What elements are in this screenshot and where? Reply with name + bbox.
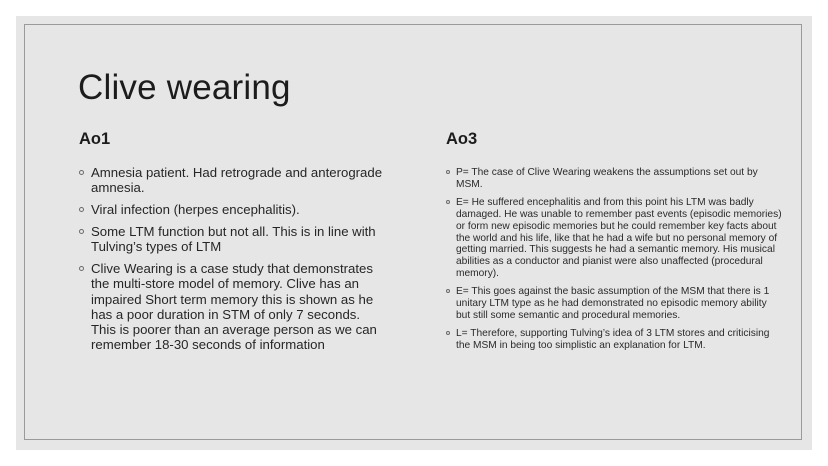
bullet-icon	[79, 170, 84, 175]
list-item-text: Some LTM function but not all. This is in line with Tulving’s types of LTM	[91, 223, 376, 255]
list-item	[76, 202, 386, 217]
slide-title: Clive wearing	[78, 68, 291, 107]
bullet-icon	[446, 289, 450, 293]
bullet-icon	[79, 266, 84, 271]
list-item-text: Clive Wearing is a case study that demonstrates the multi-store model of memory. Clive has an impaired Short term memory this is shown as he has a poor duration in STM of only 7 seconds. This is poorer than an average person as we can remember 18-30 seconds of information	[91, 260, 377, 353]
slide	[16, 16, 812, 450]
list-item	[76, 165, 386, 196]
bullet-icon	[79, 229, 84, 234]
list-item-text: Amnesia patient. Had retrograde and anterograde amnesia.	[91, 165, 383, 196]
list-item-text: P= The case of Clive Wearing weakens the assumptions set out by MSM.	[456, 167, 758, 190]
list-item-text: L= Therefore, supporting Tulving’s idea of 3 LTM stores and criticising the MSM in being too simplistic an explanation for LTM.	[456, 328, 770, 352]
bullet-icon	[79, 207, 84, 212]
list-item-text: E= This goes against the basic assumption of the MSM that there is 1 unitary LTM type as he had demonstrated no episodic memory ability but still some semantic and procedural memories.	[456, 286, 770, 321]
list-item	[444, 286, 782, 321]
bullet-icon	[446, 200, 450, 204]
list-item-text: E= He suffered encephalitis and from this point his LTM was badly damaged. He was unable to remember past events (episodic memories) or form new episodic memories but he could remember key facts about the world and his life, like that he had a wife but no personal memory of getting married. This suggests he had a semantic memory. His musical abilities as a conductor and pianist were also unaffected (procedural memory).	[456, 197, 782, 279]
ao3-list	[444, 167, 782, 359]
list-item-text: Viral infection (herpes encephalitis).	[91, 202, 300, 218]
list-item	[76, 224, 386, 255]
ao1-list	[76, 165, 386, 359]
ao3-heading: Ao3	[446, 130, 478, 148]
bullet-icon	[446, 170, 450, 174]
list-item	[444, 167, 782, 191]
bullet-icon	[446, 331, 450, 335]
list-item	[444, 328, 782, 352]
list-item	[76, 261, 386, 353]
ao1-heading: Ao1	[79, 130, 111, 148]
list-item	[444, 197, 782, 280]
